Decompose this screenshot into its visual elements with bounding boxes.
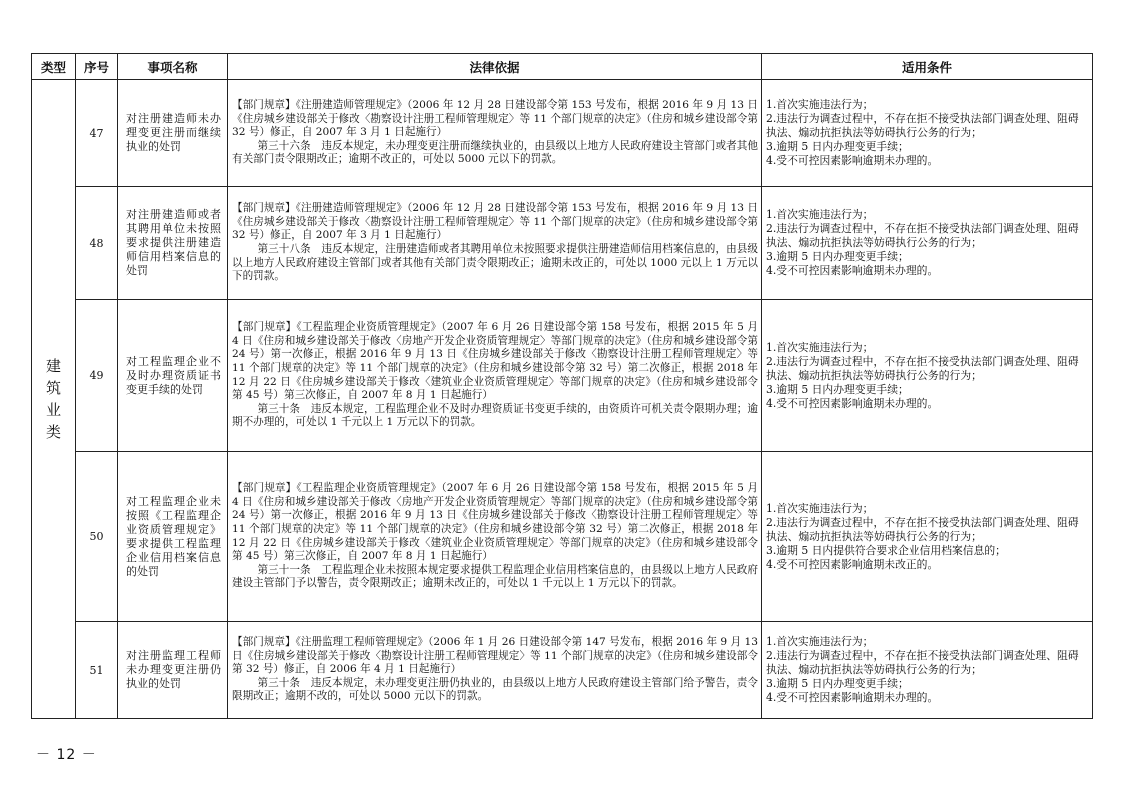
condition-item: 3.逾期 5 日内办理变更手续； bbox=[766, 250, 909, 263]
condition-item: 1.首次实施违法行为； bbox=[766, 98, 874, 111]
condition-item: 1.首次实施违法行为； bbox=[766, 208, 874, 221]
condition-item: 1.首次实施违法行为； bbox=[766, 340, 874, 354]
condition-item: 2.违法行为调查过程中，不存在拒不接受执法部门调查处理、阻碍执法、煽动抗拒执法等妨碍执行公务的行为； bbox=[766, 112, 1079, 139]
item-name: 对注册监理工程师未办理变更注册仍执业的处罚 bbox=[118, 622, 228, 719]
condition-item: 3.逾期 5 日内办理变更手续； bbox=[766, 677, 909, 690]
row-number: 49 bbox=[76, 300, 118, 452]
condition-item: 1.首次实施违法行为； bbox=[766, 635, 874, 648]
condition-item: 4.受不可控因素影响逾期未办理的。 bbox=[766, 264, 939, 277]
legal-basis bbox=[228, 187, 762, 300]
article-text: 第三十八条 违反本规定，注册建造师或者其聘用单位未按照要求提供注册建造师信用档案信息的，由县级以上地方人民政府建设主管部门或者其他有关部门责令限期改正；逾期未改正的，可处以 1000 元以上 1 万元以下的罚款。 bbox=[232, 243, 758, 283]
regulation-text: 【部门规章】《工程监理企业资质管理规定》（2007 年 6 月 26 日建设部令第 158 号发布，根据 2015 年 5 月 4 日《住房和城乡建设部关于修改〈房地产开发企业资质管理规定〉等部门规章的决定》（住房和城乡建设部令第 24 号）第一次修正，根据 2016 年 9 月 13 日《住房城乡建设部关于修改〈勘察设计注册工程师管理规定〉等 11 个部门规章的决定》等 11 个部门规章的决定》（住房和城乡建设部令第 32 号）第二次修正，根据 2018 年 12 月 22 日《住房城乡建设部关于修改〈建筑业企业资质管理规定〉等部门规章的决定》（住房和城乡建设部令第 45 号）第三次修正，自 2007 年 8 月 1 日起施行） bbox=[232, 321, 758, 402]
row-number: 51 bbox=[76, 622, 118, 719]
item-name: 对注册建造师或者其聘用单位未按照要求提供注册建造师信用档案信息的处罚 bbox=[118, 187, 228, 300]
condition-item: 3.逾期 5 日内办理变更手续； bbox=[766, 382, 909, 396]
table-row bbox=[32, 622, 1093, 719]
condition-item: 4.受不可控因素影响逾期未改正的。 bbox=[766, 557, 939, 571]
item-name: 对工程监理企业未按照《工程监理企业资质管理规定》要求提供工程监理企业信用档案信息的处罚 bbox=[118, 452, 228, 622]
category-cell bbox=[32, 80, 76, 719]
condition-item: 2.违法行为调查过程中，不存在拒不接受执法部门调查处理、阻碍执法、煽动抗拒执法等妨碍执行公务的行为； bbox=[766, 222, 1079, 249]
penalty-table bbox=[31, 53, 1093, 719]
regulation-text: 【部门规章】《注册建造师管理规定》（2006 年 12 月 28 日建设部令第 153 号发布，根据 2016 年 9 月 13 日《住房城乡建设部关于修改〈勘察设计注册工程师管理规定〉等 11 个部门规章的决定》（住房和城乡建设部令第 32 号）修正，自 2007 年 3 月 1 日起施行） bbox=[232, 99, 758, 139]
conditions bbox=[762, 452, 1093, 622]
header-no: 序号 bbox=[76, 54, 118, 80]
condition-item: 4.受不可控因素影响逾期未办理的。 bbox=[766, 396, 939, 410]
table-row bbox=[32, 452, 1093, 622]
table-row bbox=[32, 300, 1093, 452]
row-number: 50 bbox=[76, 452, 118, 622]
condition-item: 3.逾期 5 日内办理变更手续； bbox=[766, 140, 909, 153]
table-header-row bbox=[32, 54, 1093, 80]
row-number: 47 bbox=[76, 80, 118, 187]
regulation-text: 【部门规章】《注册监理工程师管理规定》（2006 年 1 月 26 日建设部令第 147 号发布，根据 2016 年 9 月 13 日《住房城乡建设部关于修改〈勘察设计注册工程师管理规定〉等 11 个部门规章的决定》（住房和城乡建设部令第 32 号）修正，自 2006 年 4 月 1 日起施行） bbox=[232, 636, 758, 676]
condition-item: 2.违法行为调查过程中，不存在拒不接受执法部门调查处理、阻碍执法、煽动抗拒执法等妨碍执行公务的行为； bbox=[766, 354, 1079, 382]
condition-item: 4.受不可控因素影响逾期未办理的。 bbox=[766, 154, 939, 167]
item-name: 对工程监理企业不及时办理资质证书变更手续的处罚 bbox=[118, 300, 228, 452]
condition-item: 1.首次实施违法行为； bbox=[766, 501, 874, 515]
row-number: 48 bbox=[76, 187, 118, 300]
conditions bbox=[762, 80, 1093, 187]
regulation-text: 【部门规章】《注册建造师管理规定》（2006 年 12 月 28 日建设部令第 153 号发布，根据 2016 年 9 月 13 日《住房城乡建设部关于修改〈勘察设计注册工程师管理规定〉等 11 个部门规章的决定》（住房和城乡建设部令第 32 号）修正，自 2007 年 3 月 1 日起施行） bbox=[232, 202, 758, 242]
article-text: 第三十条 违反本规定，未办理变更注册仍执业的，由县级以上地方人民政府建设主管部门给予警告，责令限期改正；逾期不改的，可处以 5000 元以下的罚款。 bbox=[232, 676, 758, 703]
condition-item: 4.受不可控因素影响逾期未办理的。 bbox=[766, 691, 939, 704]
legal-basis bbox=[228, 300, 762, 452]
legal-basis bbox=[228, 622, 762, 719]
legal-basis bbox=[228, 80, 762, 187]
condition-item: 2.违法行为调查过程中，不存在拒不接受执法部门调查处理、阻碍执法、煽动抗拒执法等妨碍执行公务的行为； bbox=[766, 649, 1079, 676]
item-name: 对注册建造师未办理变更注册而继续执业的处罚 bbox=[118, 80, 228, 187]
article-text: 第三十一条 工程监理企业未按照本规定要求提供工程监理企业信用档案信息的，由县级以上地方人民政府建设主管部门予以警告，责令限期改正；逾期未改正的，可处以 1 千元以上 1 万元以下的罚款。 bbox=[232, 563, 758, 590]
header-conditions: 适用条件 bbox=[762, 54, 1093, 80]
conditions bbox=[762, 622, 1093, 719]
penalty-table-sheet bbox=[31, 53, 1092, 719]
conditions bbox=[762, 187, 1093, 300]
header-type: 类型 bbox=[32, 54, 76, 80]
article-text: 第三十六条 违反本规定，未办理变更注册而继续执业的，由县级以上地方人民政府建设主管部门或者其他有关部门责令限期改正；逾期不改正的，可处以 5000 元以下的罚款。 bbox=[232, 139, 758, 166]
article-text: 第三十条 违反本规定，工程监理企业不及时办理资质证书变更手续的，由资质许可机关责令限期办理；逾期不办理的，可处以 1 千元以上 1 万元以下的罚款。 bbox=[232, 402, 758, 429]
legal-basis bbox=[228, 452, 762, 622]
category-label: 建筑业类 bbox=[45, 357, 61, 441]
conditions bbox=[762, 300, 1093, 452]
table-row bbox=[32, 187, 1093, 300]
condition-item: 2.违法行为调查过程中，不存在拒不接受执法部门调查处理、阻碍执法、煽动抗拒执法等妨碍执行公务的行为； bbox=[766, 515, 1079, 543]
condition-item: 3.逾期 5 日内提供符合要求企业信用档案信息的； bbox=[766, 543, 1006, 557]
header-basis: 法律依据 bbox=[228, 54, 762, 80]
table-row bbox=[32, 80, 1093, 187]
regulation-text: 【部门规章】《工程监理企业资质管理规定》（2007 年 6 月 26 日建设部令第 158 号发布，根据 2015 年 5 月 4 日《住房和城乡建设部关于修改〈房地产开发企业资质管理规定〉等部门规章的决定》（住房和城乡建设部令第 24 号）第一次修正，根据 2016 年 9 月 13 日《住房城乡建设部关于修改〈勘察设计注册工程师管理规定〉等 11 个部门规章的决定》等 11 个部门规章的决定》（住房和城乡建设部令第 32 号）第二次修正，根据 2018 年 12 月 22 日《住房城乡建设部关于修改〈建筑业企业资质管理规定〉等部门规章的决定》（住房和城乡建设部令第 45 号）第三次修正，自 2007 年 8 月 1 日起施行） bbox=[232, 482, 758, 563]
header-name: 事项名称 bbox=[118, 54, 228, 80]
page-number: － 12 － bbox=[36, 747, 97, 763]
